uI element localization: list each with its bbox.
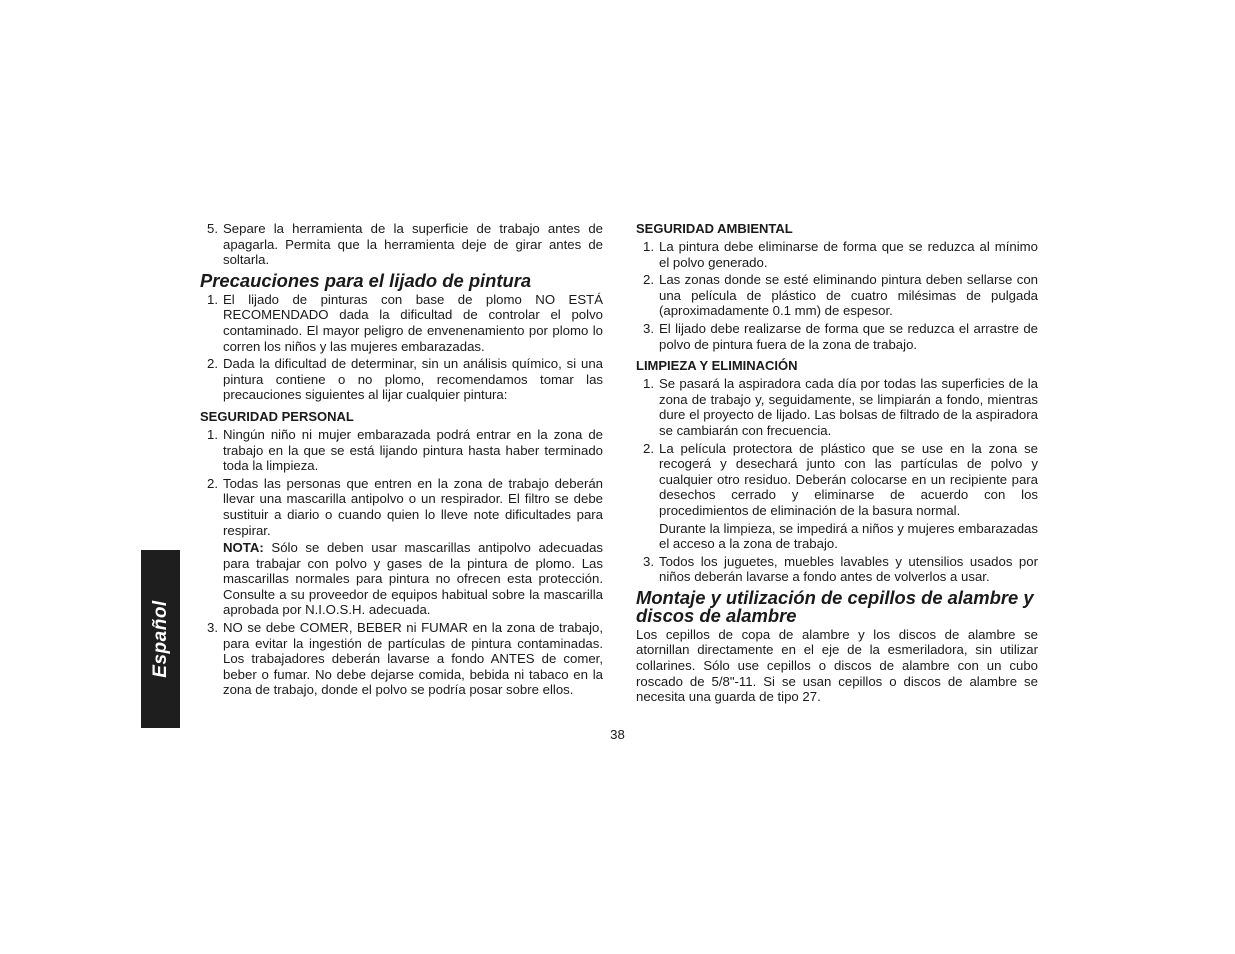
list-item-text: El lijado de pinturas con base de plomo NO ESTÁ RECOMENDADO dada la dificultad de controlar el polvo contaminado. El mayor peligro de envenenamiento por plomo lo corren los niños y las mujeres embarazadas. [223, 291, 603, 354]
left-column [200, 221, 603, 700]
list-item-number: 2. [207, 475, 218, 491]
language-side-tab [141, 550, 180, 728]
language-side-tab-label: Español [149, 600, 171, 678]
note-label: NOTA: [223, 540, 264, 556]
list-item-text: Dada la dificultad de determinar, sin un análisis químico, si una pintura contiene o no plomo, recomendamos tomar las precauciones siguientes al lijar cualquier pintura: [223, 356, 603, 403]
list-item [636, 554, 1038, 585]
list-item-number: 2. [643, 272, 654, 288]
list-item [636, 239, 1038, 270]
list-item-number: 1. [207, 426, 218, 442]
list-item-number: 3. [643, 320, 654, 336]
list-item-number: 5. [207, 221, 218, 236]
page-number: 38 [610, 727, 625, 742]
list-item-number: 1. [643, 239, 654, 254]
list-item [200, 221, 603, 268]
list-item-text: Todos los juguetes, muebles lavables y utensilios usados por niños deberán lavarse a fondo antes de volverlos a usar. [659, 553, 1038, 585]
list-item-number: 1. [207, 291, 218, 307]
list-item-text: La película protectora de plástico que se use en la zona se recogerá y desechará junto con las partículas de polvo y cualquier otro residuo. Deberán colocarse en un recipiente para desechos cerrado y eliminarse de acuerdo con los procedimientos de eliminación de la basura normal. [659, 440, 1038, 518]
list-item-text: La pintura debe eliminarse de forma que se reduzca al mínimo el polvo generado. [659, 239, 1038, 270]
list-item [636, 321, 1038, 352]
section-heading-paint-precautions: Precauciones para el lijado de pintura [200, 269, 532, 291]
list-item-number: 2. [643, 440, 654, 456]
list-item [200, 356, 603, 403]
list-item [636, 376, 1038, 438]
note-text: Sólo se deben usar mascarillas antipolvo adecuadas para trabajar con polvo y gases de la pintura de plomo. Las mascarillas normales para pintura no ofrecen esta protección. Consulte a su proveedor de equipos habitual sobre la mascarilla aprobada por N.I.O.S.H. adecuada. [223, 540, 603, 618]
note-paragraph [223, 540, 603, 618]
list-item-number: 1. [643, 376, 654, 392]
list-item-text: NO se debe COMER, BEBER ni FUMAR en la zona de trabajo, para evitar la ingestión de partículas de pintura contaminadas. Los trabajadores deberán lavarse a fondo ANTES de comer, beber o fumar. No debe dejarse comida, bebida ni tabaco en la zona de trabajo, donde el polvo se podría posar sobre ellos. [223, 620, 603, 698]
list-item [200, 292, 603, 354]
list-item-text: Separe la herramienta de la superficie de trabajo antes de apagarla. Permita que la herramienta deje de girar antes de soltarla. [223, 221, 603, 268]
right-column [636, 221, 1038, 705]
list-item-number: 2. [207, 356, 218, 372]
section-heading-environmental-safety: SEGURIDAD AMBIENTAL [636, 221, 793, 236]
section-heading-personal-safety: SEGURIDAD PERSONAL [200, 408, 354, 424]
list-item-text: Se pasará la aspiradora cada día por todas las superficies de la zona de trabajo y, seguidamente, se limpiarán a fondo, mientras dure el proyecto de lijado. Las bolsas de filtrado de la aspiradora se cambiarán con frecuencia. [659, 376, 1038, 438]
list-item [636, 441, 1038, 552]
list-item-text: Todas las personas que entren en la zona de trabajo deberán llevar una mascarilla antipolvo o un respirador. El filtro se debe sustituir a diario o cuando quien lo lleve note dificultades para respirar. [223, 475, 603, 538]
list-item [200, 620, 603, 698]
list-item-number: 3. [207, 620, 218, 636]
list-item-extra-text: Durante la limpieza, se impedirá a niños y mujeres embarazadas el acceso a la zona de trabajo. [659, 520, 1038, 552]
list-item-number: 3. [643, 553, 654, 569]
list-item [636, 272, 1038, 319]
section-heading-wire-brushes: Montaje y utilización de cepillos de alambre y discos de alambre [636, 586, 1034, 626]
list-item-text: El lijado debe realizarse de forma que se reduzca el arrastre de polvo de pintura fuera de la zona de trabajo. [659, 320, 1038, 352]
list-item [200, 476, 603, 618]
list-item-text: Las zonas donde se esté eliminando pintura deben sellarse con una película de plástico de cuatro milésimas de pulgada (aproximadamente 0.1 mm) de espesor. [659, 272, 1038, 319]
body-paragraph: Los cepillos de copa de alambre y los discos de alambre se atornillan directamente en el eje de la esmeriladora, sin utilizar collarines. Sólo use cepillos o discos de alambre con un cubo roscado de 5/8"-11. Si se usan cepillos o discos de alambre se necesita una guarda de tipo 27. [636, 626, 1038, 705]
list-item-text: Ningún niño ni mujer embarazada podrá entrar en la zona de trabajo en la que se está lijando pintura hasta haber terminado toda la limpieza. [223, 426, 603, 474]
list-item [200, 427, 603, 474]
section-heading-cleanup-disposal: LIMPIEZA Y ELIMINACIÓN [636, 358, 798, 374]
